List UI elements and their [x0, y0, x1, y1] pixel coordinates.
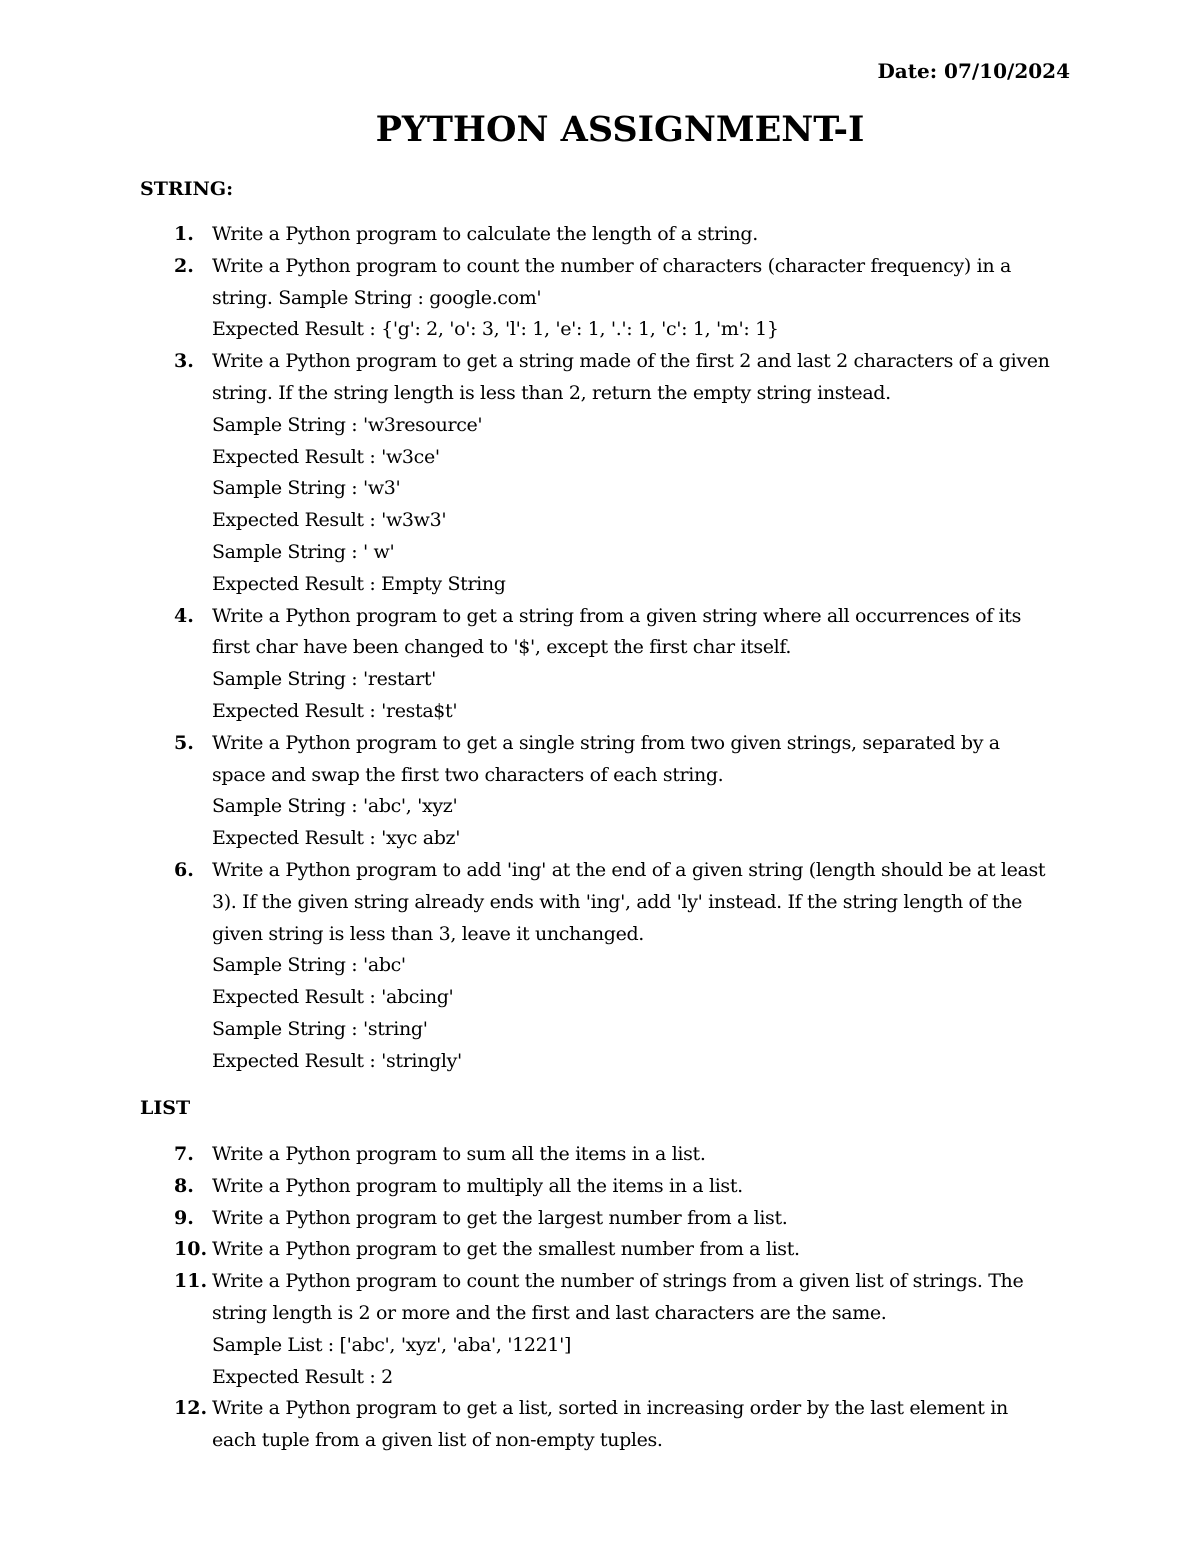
question-number: 12. [174, 1397, 208, 1420]
question-number: 10. [174, 1238, 208, 1261]
question-number: 2. [174, 254, 194, 277]
question-text-line: first char have been changed to '$', except the first char itself. [212, 636, 792, 659]
question-number: 1. [174, 223, 194, 245]
question-number: 5. [174, 731, 194, 754]
question-text-line: Expected Result : 'w3w3' [212, 509, 447, 532]
question-text-line: Write a Python program to get the largest number from a list. [212, 1206, 788, 1229]
question-text-line: space and swap the first two characters of each string. [212, 763, 724, 786]
question-text-line: Write a Python program to count the number of strings from a given list of strings. The [212, 1270, 1024, 1293]
question-item [140, 1393, 1100, 1457]
question-text-line: Sample String : 'abc' [212, 954, 406, 977]
question-item [140, 728, 1100, 855]
question-number: 4. [174, 604, 194, 627]
question-item [140, 1139, 1100, 1171]
question-text-line: Expected Result : 'xyc abz' [212, 827, 461, 850]
question-number: 6. [174, 858, 194, 881]
question-number: 11. [174, 1270, 208, 1293]
question-text-line: Write a Python program to add 'ing' at the end of a given string (length should be at least [212, 858, 1046, 881]
question-number: 7. [174, 1143, 194, 1165]
question-text-line: Sample String : 'w3resource' [212, 413, 483, 436]
question-number: 8. [174, 1174, 194, 1197]
question-text-line: Write a Python program to sum all the items in a list. [212, 1143, 706, 1165]
question-text-line: 3). If the given string already ends with 'ing', add 'ly' instead. If the string length of the [212, 890, 1023, 913]
section-heading-list: LIST [140, 1097, 191, 1119]
list-question-list [140, 1139, 1100, 1457]
question-text-line: Write a Python program to count the number of characters (character frequency) in a [212, 254, 1011, 277]
question-number: 9. [174, 1206, 194, 1229]
question-text-line: Sample String : 'w3' [212, 477, 401, 500]
question-item [140, 1171, 1100, 1203]
page-title: PYTHON ASSIGNMENT-I [375, 109, 865, 150]
question-text-line: Write a Python program to get a single string from two given strings, separated by a [212, 731, 1000, 754]
question-text-line: Write a Python program to get the smallest number from a list. [212, 1238, 800, 1261]
question-text-line: Sample String : 'restart' [212, 668, 437, 691]
question-text-line: Sample List : ['abc', 'xyz', 'aba', '1221'] [212, 1333, 572, 1356]
question-text-line: Expected Result : 'resta$t' [212, 699, 458, 722]
question-text-line: Expected Result : 2 [212, 1365, 393, 1388]
question-text-line: Expected Result : Empty String [212, 572, 506, 595]
question-text-line: each tuple from a given list of non-empty tuples. [212, 1429, 663, 1452]
question-item [140, 1234, 1100, 1266]
question-item [140, 855, 1100, 1078]
string-question-list [140, 219, 1100, 1078]
question-number: 3. [174, 350, 194, 373]
question-text-line: Expected Result : 'abcing' [212, 986, 454, 1009]
section-heading-string: STRING: [140, 178, 234, 200]
question-text-line: Expected Result : {'g': 2, 'o': 3, 'l': 1, 'e': 1, '.': 1, 'c': 1, 'm': 1} [212, 318, 779, 341]
question-text-line: Sample String : ' w' [212, 540, 395, 563]
document-date: Date: 07/10/2024 [877, 59, 1070, 83]
question-item [140, 601, 1100, 728]
question-item [140, 1266, 1100, 1393]
question-text-line: Write a Python program to get a string from a given string where all occurrences of its [212, 604, 1021, 627]
question-text-line: string. Sample String : google.com' [212, 286, 542, 309]
question-text-line: string length is 2 or more and the first and last characters are the same. [212, 1301, 887, 1324]
question-text-line: Write a Python program to get a list, sorted in increasing order by the last element in [212, 1397, 1008, 1420]
question-text-line: given string is less than 3, leave it unchanged. [212, 922, 644, 945]
question-text-line: Expected Result : 'w3ce' [212, 445, 440, 468]
question-text-line: Write a Python program to get a string made of the first 2 and last 2 characters of a given [212, 350, 1050, 373]
question-item [140, 251, 1100, 346]
question-item [140, 1203, 1100, 1235]
question-text-line: Write a Python program to calculate the length of a string. [212, 223, 758, 245]
question-text-line: Expected Result : 'stringly' [212, 1049, 462, 1072]
question-text-line: string. If the string length is less than 2, return the empty string instead. [212, 381, 891, 404]
question-item [140, 219, 1100, 251]
question-text-line: Sample String : 'string' [212, 1017, 428, 1040]
question-text-line: Sample String : 'abc', 'xyz' [212, 795, 458, 818]
question-item [140, 346, 1100, 600]
question-text-line: Write a Python program to multiply all the items in a list. [212, 1174, 743, 1197]
